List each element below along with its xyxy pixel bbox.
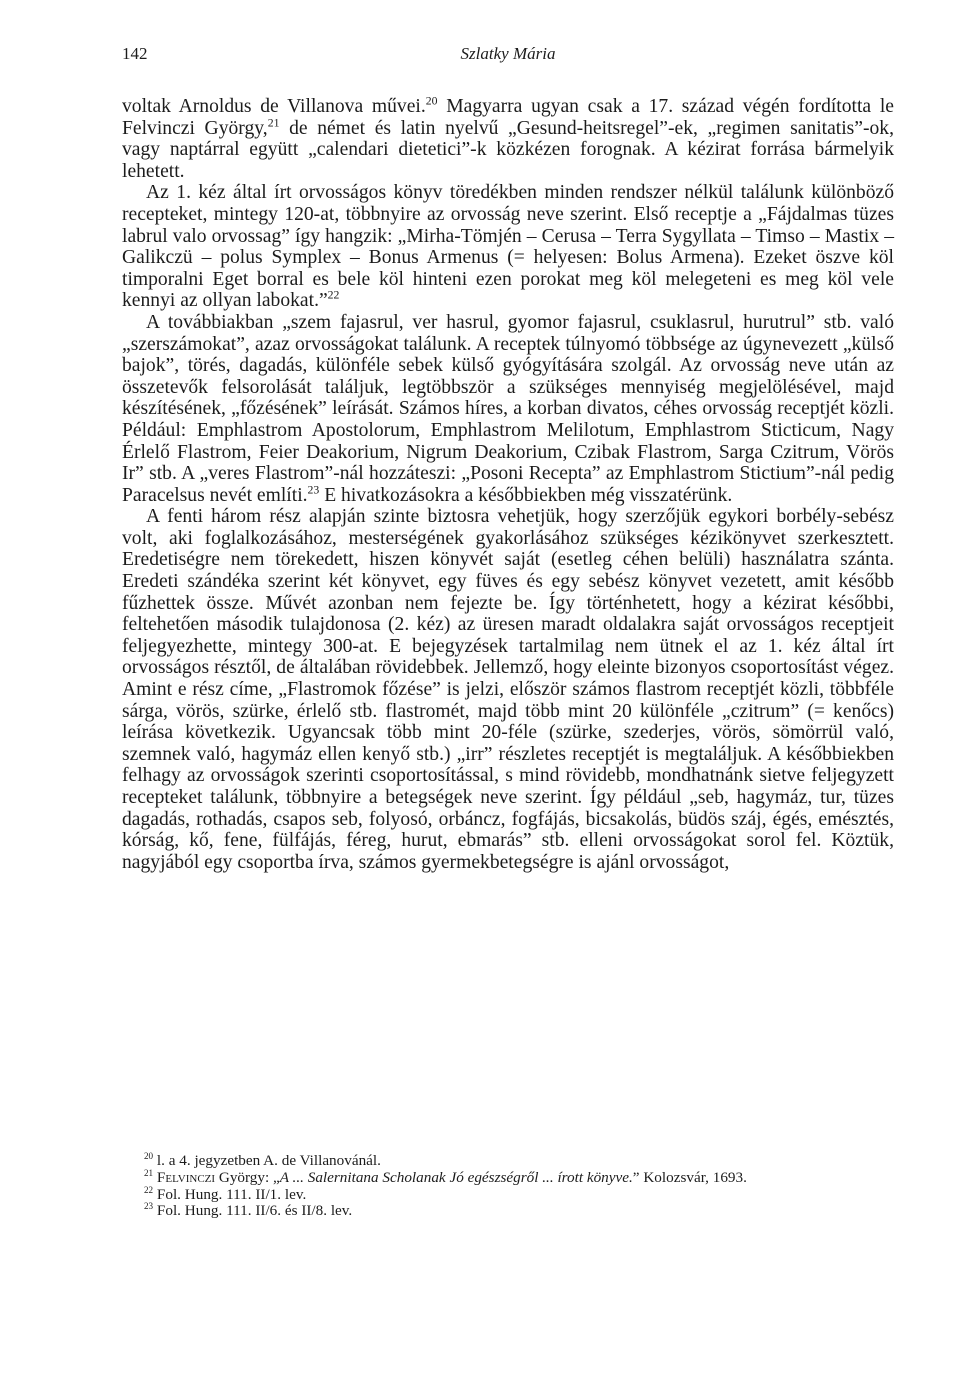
text-run: Az 1. kéz által írt orvosságos könyv töredékben minden rendszer nélkül találunk különböző recepteket, mintegy 120-at, többnyire az orvosság neve szerint. Első receptje a „Fájdalmas tüzes labrul valo orvossag” így hangzik: „Mirha-Tömjén – Cerusa – Terra Sygyllata – Timso – Mastix – Galikczü – polus Symplex – Bonus Armenus (= helyesen: Bolus Armena). Ezeket öszve köl timporalni Eget borral es bele köl hinteni ezen porokat meg köl melegeteni es meg köl vele kennyi az ollyan labokat.” [122, 182, 894, 312]
footnote-number: 23 [144, 1201, 154, 1212]
footnote-text: György: „ [215, 1168, 280, 1186]
footnote [122, 1184, 894, 1204]
footnote [122, 1150, 894, 1170]
paragraph [122, 312, 894, 506]
footnote [122, 1203, 894, 1220]
text-run: voltak Arnoldus de Villanova művei. [122, 96, 426, 117]
page-number: 142 [122, 44, 148, 63]
text-run: A továbbiakban „szem fajasrul, ver hasrul, gyomor fajasrul, csuklasrul, hurutrul” stb. való „szerszámokat”, azaz orvosságokat találunk. A receptek túlnyomó többsége az úgynevezett „külső bajok”, törés, dagadás, különféle sebek külső gyógyítására szolgál. Az orvosság neve után az összetevők felsorolását találjuk, legtöbbször a szükséges mennyiség megjelölésével, majd készítésének, „főzésének” leírását. Számos híres, a korban divatos, céhes orvosság receptjét közli. Például: Emphlastrom Apostolorum, Emphlastrom Melilotum, Emphlastrom Sticticum, Nagy Érlelő Flastrom, Feier Deakorium, Nigrum Deakorium, Czibak Flastrom, Sarga Czitrum, Vörös Ir” stb. A „veres Flastrom”-nál hozzáteszi: „Posoni Recepta” az Emphlastrom Stictium”-nál pedig Paracelsus nevét említi. [122, 311, 894, 506]
text-run: E hivatkozásokra a későbbiekben még visszatérünk. [319, 484, 733, 506]
footnote-text: l. a 4. jegyzetben A. de Villanovánál. [153, 1152, 381, 1169]
footnote-number: 20 [144, 1150, 154, 1161]
footnote-ref: 21 [267, 116, 280, 130]
footnote-text: ” Kolozsvár, 1693. [632, 1168, 747, 1186]
footnote-title: A ... Salernitana Scholanak Jó egészségről ... írott könyve. [279, 1168, 633, 1186]
paragraph [122, 182, 894, 312]
footnote [122, 1167, 894, 1187]
footnote-number: 21 [144, 1167, 154, 1178]
footnote-text: Fol. Hung. 111. II/6. és II/8. lev. [153, 1202, 353, 1220]
paragraph [122, 96, 894, 182]
text-run: Magyarra ugyan csak a 17. század végén fordította le Felvinczi György, [122, 96, 894, 139]
text-run: A fenti három rész alapján szinte biztosra vehetjük, hogy szerzőjük egykori borbély-sebész volt, aki foglalkozásához, mesterségének gyakorlásához szükséges kézikönyvet szerkesztett. Eredetiségre nem törekedett, hiszen könyvét saját (esetleg céhen belüli) használatra szánta. Eredeti szándéka szerint két könyvet, egy füves és egy sebész könyvet vezetett, amit később fűzhettek össze. Művét azonban nem fejezte be. Így történhetett, hogy a kézirat későbbi, feltehetően második tulajdonosa (2. kéz) az üresen maradt oldalakra saját orvosságos receptjeit feljegyezhette, mintegy 300-at. E bejegyzések tartalmilag nem ütnek el az 1. kéz által írt orvosságos résztől, de általában rövidebbek. Jellemző, hogy eleinte bizonyos csoportosítást végez. Amint e rész címe, „Flastromok főzése” is jelzi, először számos flastrom receptjét közli, többféle sárga, vörös, szürke, érlelő stb. flastromét, majd több mint 20 különféle „czitrum” (= kenőcs) leírása következik. Ugyancsak több mint 20-féle (szürke, szederjes, vörös, sömörrül való, szemnek való, hagymáz ellen kenyő stb.) „irr” részletes receptjét is megtaláljuk. A későbbiekben felhagy az orvosságok szerinti csoportosítással, s mind rövidebb, mondhatnánk sietve feljegyzett recepteket találunk, többnyire a betegségek neve szerint. Így például „seb, hagymáz, tur, tüzes dagadás, rothadás, csapos seb, folyosó, orbáncz, fogfájás, bicsakolás, büdös száj, égés, emésztés, kórság, kő, fene, fülfájás, féreg, hurut, ebmarás” stb. elleni orvosságokat sorol fel. Köztük, nagyjából egy csoportba írva, számos gyermekbetegségre is ajánl orvosságot, [122, 506, 894, 873]
paragraph [122, 506, 894, 873]
footnote-text: Fol. Hung. 111. II/1. lev. [153, 1185, 307, 1203]
footnote-ref: 23 [307, 483, 320, 497]
body-text [122, 96, 894, 873]
footnote-ref: 22 [327, 288, 340, 302]
footnote-number: 22 [144, 1184, 154, 1195]
page-header [122, 44, 894, 68]
running-head: Szlatky Mária [460, 44, 556, 63]
footnote-ref: 20 [425, 94, 438, 108]
footnote-author: Felvinczi [156, 1168, 216, 1186]
text-run: de német és latin nyelvű „Gesund-heitsregel”-ek, „regimen sanitatis”-ok, vagy naptárral együtt „calendari dietetici”-k közkézen forognak. A kézirat forrása bármelyik lehetett. [122, 117, 894, 182]
footnotes [122, 1150, 894, 1220]
